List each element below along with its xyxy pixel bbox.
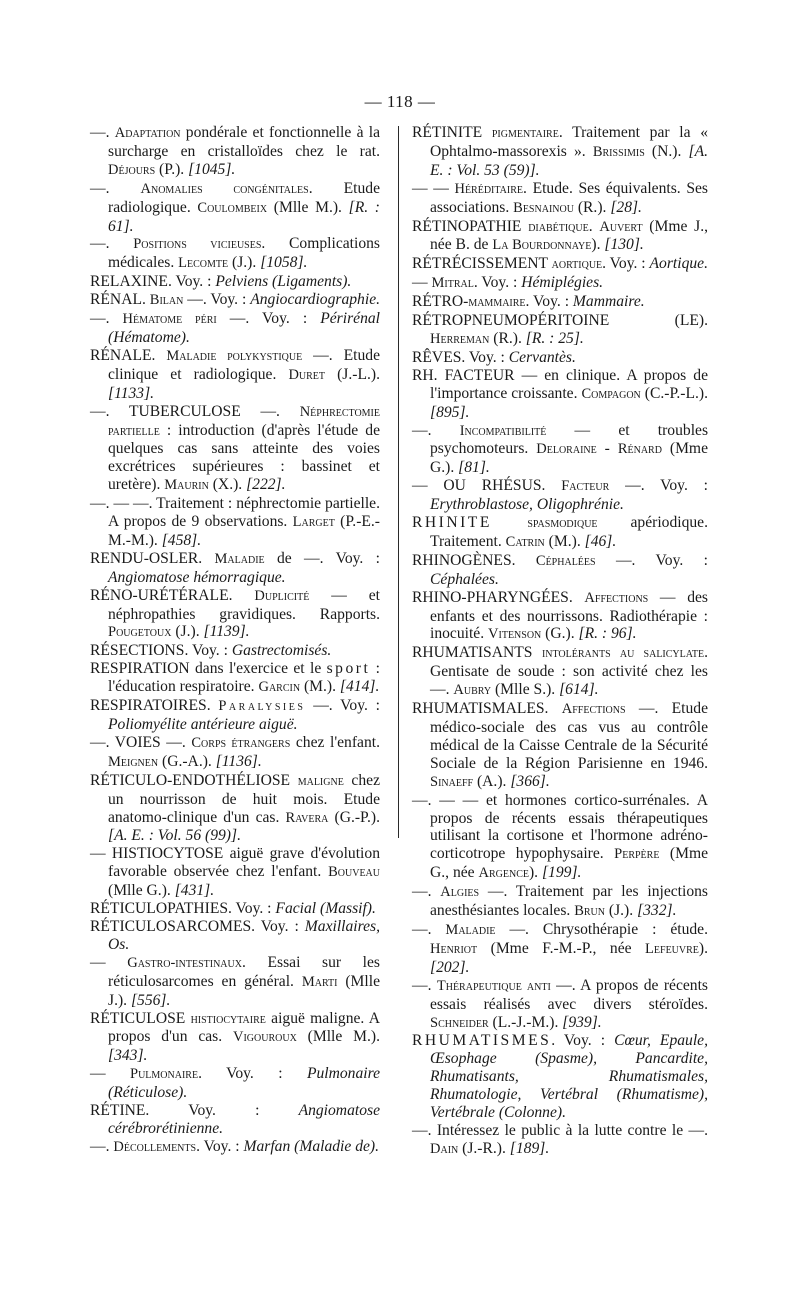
entry-text: Affections [561, 701, 626, 718]
entry-text: RHINO-PHARYNGÉES. [412, 588, 585, 606]
entry-text: (Mlle S.). [491, 681, 560, 699]
index-entry [90, 697, 380, 734]
entry-text: Anomalies congénitales [140, 180, 309, 197]
entry-text: [458]. [161, 531, 202, 549]
entry-text: ). [528, 864, 542, 882]
entry-text: Pulmonaire [130, 1066, 199, 1083]
entry-text: —. [90, 310, 123, 328]
entry-text: RH. FACTEUR — en clinique. A propos de l'importance croissante. [412, 366, 708, 402]
entry-text: Deloraine [536, 441, 597, 458]
entry-text: — [90, 1065, 130, 1083]
entry-text: (G.). [541, 625, 579, 643]
entry-text: Mammaire. [572, 293, 645, 311]
entry-text: Pougetoux [108, 624, 172, 641]
index-entry [412, 977, 708, 1033]
index-entry [412, 255, 708, 274]
entry-text: RÉTICULO-ENDOTHÉLIOSE [90, 771, 298, 789]
entry-text: [A. E. : Vol. 53 (59)]. [430, 142, 708, 179]
index-entry [412, 218, 708, 256]
index-entry [412, 514, 708, 552]
entry-text: diabétique [528, 218, 589, 235]
entry-text: [895]. [430, 403, 470, 421]
index-entry [90, 1102, 380, 1138]
entry-text: —. [412, 421, 460, 439]
entry-text: spasmodique [527, 515, 598, 532]
index-entry [412, 349, 708, 367]
entry-text: [414]. [339, 678, 380, 696]
entry-text: Céphalées. [430, 570, 499, 588]
entry-text: (Mme F.-M.-P., née [477, 939, 646, 957]
entry-text: RHUMATISANTS [412, 644, 542, 662]
index-entry [412, 312, 708, 349]
entry-text: (Mlle G.). [108, 882, 175, 900]
entry-text: Positions vicieuses [133, 236, 262, 253]
entry-text: Facial (Massif). [275, 900, 376, 918]
entry-text: : l'éducation respiratoire. [108, 660, 380, 696]
entry-text: —. Intéressez le public à la lutte contre le —. [412, 1121, 708, 1139]
entry-text: Maxillaires, Os. [108, 917, 380, 953]
entry-text: [1136]. [215, 752, 262, 770]
entry-text: RENDU-OSLER. [90, 549, 215, 567]
index-entry [412, 552, 708, 589]
entry-text: . Gentisate de soude : son activité chez les —. [430, 644, 708, 699]
entry-text: —. — —. Traitement : néphrectomie partielle. A propos de 9 observations. [90, 495, 380, 531]
entry-text: Duret [288, 366, 326, 383]
entry-text: chez un nourrisson de huit mois. Etude anatomo-clinique d'un cas. [108, 771, 380, 826]
entry-text: (R.). [489, 329, 526, 347]
entry-text: . Voy. : [196, 1137, 244, 1155]
entry-text: Affections [584, 589, 649, 606]
index-entry [90, 180, 380, 236]
entry-text: [R. : 61]. [108, 198, 380, 235]
entry-text: RÉTINITE [412, 124, 492, 141]
entry-text: (J.-L.). [325, 365, 380, 383]
entry-text: — OU RHÉSUS. [412, 477, 562, 495]
entry-text: RELAXINE. Voy. : [90, 273, 216, 291]
entry-text: (L.-J.-M.). [488, 1013, 563, 1031]
entry-text: aiguë maligne. A propos d'un cas. [108, 1009, 380, 1046]
entry-text: Henriot [430, 940, 478, 957]
entry-text: Néphrectomie partielle [108, 403, 380, 439]
entry-text: Auvert [599, 218, 643, 235]
index-entry [412, 367, 708, 422]
entry-text: Marfan (Maladie de). [243, 1137, 380, 1155]
entry-text: —. A propos de récents essais réalisés avec divers stéroïdes. [430, 976, 708, 1013]
entry-text: — et troubles psychomoteurs. [430, 421, 709, 458]
entry-text: Pelviens (Ligaments). [215, 273, 352, 291]
entry-text: Garcin [258, 679, 301, 696]
index-entry [412, 422, 708, 478]
entry-text: Lefeuvre [645, 940, 699, 957]
entry-text: . Voy. : [602, 255, 650, 273]
entry-text: . Etude radiologique. [108, 179, 380, 216]
entry-text: (Mlle M.). [267, 198, 349, 216]
entry-text: Brissimis [592, 143, 645, 160]
entry-text: — [90, 953, 128, 971]
index-entry [90, 347, 380, 403]
left-column [90, 124, 380, 1157]
entry-text: (Mme G., née [430, 845, 708, 882]
entry-text: RÉSECTIONS. Voy. : [90, 642, 232, 660]
entry-text: . Voy. : [551, 1032, 615, 1050]
entry-text: (Mme G.). [430, 440, 708, 477]
entry-text: Larget [292, 514, 335, 531]
entry-text: [R. : 25]. [525, 329, 584, 347]
entry-text: —. — — et hormones cortico-surrénales. A propos de récents essais thérapeutiques utilisant la cortisone et l'hormone adréno-corticotrope hypophysaire. [412, 791, 708, 863]
entry-text: Héréditaire [454, 180, 524, 197]
entry-text: . Essai sur les réticulosarcomes en général. [108, 953, 381, 990]
index-entry [412, 1122, 708, 1159]
entry-text: (R.). [573, 198, 611, 216]
entry-text: —. VOIES —. [90, 733, 192, 751]
entry-text: RÉNAL. [90, 291, 150, 309]
index-entry [90, 1065, 380, 1102]
entry-text: (P.). [155, 160, 189, 178]
entry-text: —. Etude clinique et radiologique. [108, 346, 380, 383]
right-column [412, 124, 708, 1159]
entry-text: RÉTRO- [412, 293, 469, 311]
index-entry [412, 477, 708, 514]
entry-text: RHUMATISMES [412, 1032, 552, 1050]
entry-text: [614]. [559, 681, 599, 699]
entry-text: Pulmonaire (Réticulose). [108, 1065, 380, 1102]
entry-text: (M.). [544, 532, 585, 550]
entry-text: Besnainou [513, 199, 574, 216]
page-number: — 118 — [364, 92, 436, 111]
entry-text: de —. Voy. : [264, 549, 380, 567]
entry-text: [1045]. [188, 160, 236, 178]
entry-text: Angiocardiographie. [250, 291, 381, 309]
entry-text: Sinaeff [430, 773, 474, 790]
entry-text: Paralysies [218, 698, 306, 715]
index-entry [90, 550, 380, 587]
entry-text: [939]. [562, 1013, 602, 1031]
entry-text: [343]. [108, 1047, 148, 1065]
entry-text: (A.). [473, 772, 511, 790]
entry-text: [199]. [541, 864, 582, 882]
entry-text: — et néphropathies gravidiques. Rapports. [108, 586, 380, 623]
entry-text: (Mme J., née B. de [430, 217, 709, 254]
entry-text: sport [326, 660, 371, 678]
entry-text: . Voy. : [525, 293, 573, 311]
entry-text: Thérapeutique anti [436, 977, 551, 994]
index-entry [412, 589, 708, 645]
index-entry [412, 124, 708, 180]
entry-text: RÉTINOPATHIE [412, 217, 529, 235]
entry-text: —. Voy. : [183, 291, 251, 309]
index-entry [90, 734, 380, 772]
entry-text: La Bourdonnaye [492, 237, 592, 254]
index-entry [412, 1032, 708, 1122]
entry-text: Compagon [581, 385, 641, 402]
entry-text: —. [90, 1137, 114, 1155]
entry-text: Corps étrangers [191, 734, 291, 751]
entry-text: Marti [301, 973, 338, 990]
entry-text: —. [412, 976, 437, 994]
entry-text: Incompatibilité [459, 422, 547, 439]
entry-text: . Voy. : [198, 1065, 307, 1083]
index-entry [90, 235, 380, 273]
entry-text: (J.). [171, 623, 204, 641]
entry-text: RHUMATISMALES. [412, 700, 562, 718]
index-entry [90, 900, 380, 918]
entry-text: —. Voy. : [305, 697, 380, 715]
entry-text: Coulombeix [197, 199, 268, 216]
column-divider [398, 126, 399, 838]
entry-text: Mitral [431, 275, 474, 292]
entry-text: Rénard [617, 441, 662, 458]
entry-text: . [588, 217, 600, 235]
entry-text: (N.). [644, 142, 689, 160]
entry-text: Angiomatose cérébrorétinienne. [108, 1102, 380, 1137]
entry-text: : introduction (d'après l'étude de quelques cas sans atteinte des voies excrétrices supérieures : bassinet et uretère). [108, 421, 380, 494]
entry-text: RÉTICULOSE [90, 1009, 191, 1027]
entry-text: RHINITE [412, 514, 528, 532]
entry-text: RÉNO-URÉTÉRALE. [90, 586, 255, 604]
entry-text: Angiomatose hémorragique. [108, 568, 286, 586]
entry-text: [130]. [604, 236, 644, 254]
entry-text: Herreman [430, 330, 490, 347]
entry-text: —. Etude médico-sociale des cas vus au contrôle médical de la Caisse Centrale de la Sécurité Sociale de la Région Parisienne en 1946. [430, 700, 709, 772]
entry-text: RESPIRATOIRES. [90, 697, 219, 715]
entry-text: RÉTINE. Voy. : [90, 1102, 299, 1120]
entry-text: Brun [574, 903, 605, 920]
entry-text: Bilan [149, 292, 184, 309]
entry-text: (Mlle M.). [296, 1028, 381, 1046]
entry-text: [366]. [510, 772, 550, 790]
entry-text: Gastrectomisés. [231, 642, 332, 660]
entry-text: chez l'enfant. [290, 733, 380, 751]
entry-text: Maladie polykystique [166, 347, 303, 364]
index-entry [412, 700, 708, 792]
entry-text: RÉTICULOSARCOMES. Voy. : [90, 917, 305, 935]
index-entry [90, 660, 380, 697]
entry-text: [R. : 96]. [578, 625, 637, 643]
entry-text: Céphalées [535, 552, 596, 569]
entry-text: ). [698, 939, 708, 957]
entry-text: intolérants au salicylate [541, 645, 705, 662]
entry-text: RÉTROPNEUMOPÉRITOINE (LE). [412, 312, 708, 330]
index-entry [90, 845, 380, 900]
index-entry [90, 403, 380, 496]
index-entry [412, 180, 708, 218]
entry-text: [28]. [610, 198, 642, 216]
index-entry [412, 274, 708, 293]
entry-text: . Complications médicales. [108, 235, 380, 272]
entry-text: Adaptation [114, 125, 181, 141]
entry-text: [A. E. : Vol. 56 (99)]. [108, 827, 241, 845]
entry-text: . Voy. : [473, 274, 522, 292]
entry-text: (G.-A.). [158, 752, 216, 770]
entry-text: [46]. [584, 532, 617, 550]
entry-text: —. [90, 124, 115, 141]
entry-text: (X.). [208, 476, 247, 494]
entry-text: RHINOGÈNES. [412, 551, 536, 569]
index-entry [412, 792, 708, 884]
entry-text: Schneider [430, 1014, 489, 1031]
entry-text: Gastro-intestinaux [127, 954, 242, 971]
entry-text: Catrin [505, 533, 545, 550]
entry-text: — — [412, 179, 455, 197]
entry-text: [202]. [430, 958, 470, 976]
entry-text: — des enfants et des nourrissons. Radiothérapie : inocuité. [430, 588, 708, 643]
entry-text: —. TUBERCULOSE —. [90, 402, 300, 420]
index-entry [412, 293, 708, 312]
entry-text: RESPIRATION dans l'exercice et le [90, 660, 327, 678]
index-entry [90, 495, 380, 550]
index-entry [90, 310, 380, 347]
entry-text: Duplicité [254, 587, 310, 604]
entry-text: [431]. [174, 882, 215, 900]
entry-text: Meignen [108, 753, 159, 770]
entry-text: [1133]. [108, 384, 155, 402]
entry-text: — [412, 274, 432, 292]
entry-text: (C.-P.-L.). [640, 384, 708, 402]
entry-text: . Traitement par la « Ophtalmo-massorexis ». [430, 124, 708, 160]
entry-text: Maurin [164, 477, 209, 494]
entry-text: RÊVES. Voy. : [412, 348, 509, 366]
entry-text: —. Traitement par les injections anesthésiantes locales. [430, 883, 708, 920]
entry-text: Vigouroux [233, 1029, 297, 1046]
index-entry [90, 1138, 380, 1157]
entry-text: —. [90, 179, 141, 197]
entry-text: apériodique. Traitement. [430, 514, 709, 550]
entry-text: (G.-P.). [328, 808, 380, 826]
entry-text: — HISTIOCYTOSE aiguë grave d'évolution favorable observée chez l'enfant. [90, 845, 380, 881]
index-entry [90, 772, 380, 846]
entry-text: (P.-E.-M.-M.). [108, 513, 381, 549]
entry-text: Hémiplégies. [521, 274, 604, 292]
entry-text: Facteur [561, 478, 610, 495]
entry-text: [1058]. [260, 254, 308, 272]
index-entry [412, 644, 708, 700]
index-entry [90, 1010, 380, 1066]
entry-text: —. [90, 235, 134, 253]
index-entry [90, 642, 380, 660]
entry-text: Ravera [285, 809, 329, 826]
entry-text: Décollements [113, 1138, 197, 1155]
entry-text: [81]. [458, 459, 490, 477]
entry-text: Algies [440, 884, 480, 901]
entry-text: —. [412, 883, 441, 901]
index-entry [90, 124, 380, 180]
entry-text: Hématome péri [122, 311, 217, 328]
index-entry [90, 587, 380, 643]
entry-text: (J.). [605, 902, 638, 920]
entry-text: Vitenson [488, 626, 542, 643]
entry-text: Cœur, Epaule, Œsophage (Spasme), Pancardite, Rhumatisants, Rhumatismales, Rhumatologie, Vertébral (Rhumatisme), Vertébrale (Colonne). [430, 1032, 708, 1122]
entry-text: Maladie [214, 550, 265, 567]
index-entry [90, 918, 380, 954]
index-entry [90, 954, 380, 1010]
entry-text: —. Voy. : [609, 477, 708, 495]
index-entry [412, 921, 708, 977]
entry-text: maligne [297, 772, 344, 789]
entry-text: pondérale et fonctionnelle à la surcharge en cristalloïdes chez le rat. [108, 124, 380, 160]
entry-text: [222]. [246, 476, 286, 494]
entry-text: - [596, 440, 618, 458]
entry-text: Erythroblastose, Oligophrénie. [430, 496, 624, 514]
entry-text: —. Chrysothérapie : étude. [495, 920, 708, 938]
entry-text: Poliomyélite antérieure aiguë. [108, 716, 298, 733]
entry-text: aortique [551, 256, 603, 273]
entry-text: (M.). [300, 678, 340, 696]
entry-text: ). [591, 236, 605, 254]
entry-text: mammaire [468, 294, 526, 311]
entry-text: Aortique. [649, 255, 709, 273]
index-entry [90, 273, 380, 291]
entry-text: pigmentaire [491, 125, 559, 141]
entry-text: Cervantès. [508, 348, 576, 366]
entry-text: Dain [430, 1140, 459, 1157]
entry-text: (J.). [228, 254, 261, 272]
index-entry [412, 883, 708, 921]
entry-text: [332]. [637, 902, 677, 920]
entry-text: RÉNALE. [90, 346, 167, 364]
entry-text: RÉTRÉCISSEMENT [412, 255, 552, 273]
entry-text: [1139]. [203, 623, 250, 641]
entry-text: (Mlle J.). [108, 972, 381, 1009]
entry-text: —. Voy. : [595, 551, 708, 569]
entry-text: Déjours [108, 161, 156, 178]
entry-text: Lecomte [178, 255, 229, 272]
entry-text: Périrénal (Hématome). [108, 310, 380, 346]
entry-text: Aubry [453, 682, 492, 699]
entry-text: . Etude. Ses équivalents. Ses associations. [430, 179, 708, 216]
entry-text: histiocytaire [190, 1010, 266, 1027]
entry-text: —. [412, 920, 446, 938]
entry-text: Argence [478, 865, 529, 882]
entry-text: RÉTICULOPATHIES. Voy. : [90, 900, 276, 918]
entry-text: Bouveau [328, 864, 380, 881]
entry-text: [556]. [130, 991, 171, 1009]
entry-text: —. Voy. : [216, 310, 321, 328]
index-entry [90, 291, 380, 310]
entry-text: (J.-R.). [458, 1139, 510, 1157]
entry-text: [189]. [509, 1139, 550, 1157]
entry-text: Perpère [614, 846, 660, 863]
entry-text: Maladie [445, 921, 496, 938]
